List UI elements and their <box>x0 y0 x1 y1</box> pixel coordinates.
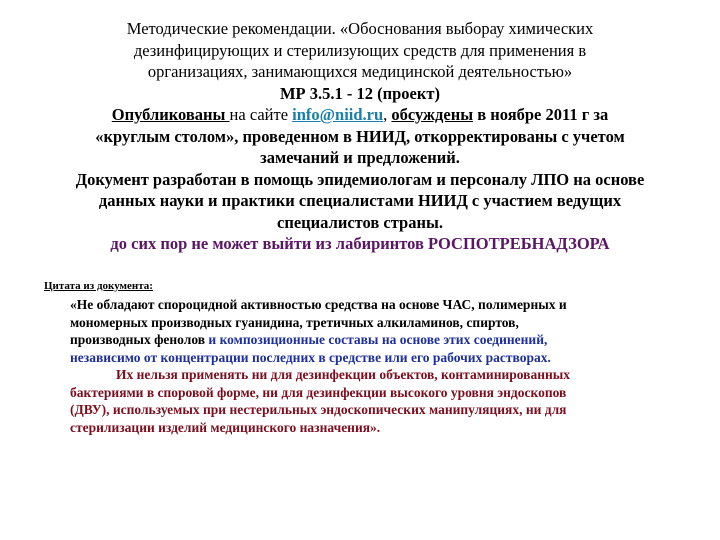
quote-line-3-start: производных фенолов <box>70 332 209 347</box>
title-line-3: организациях, занимающихся медицинской деятельностью» <box>147 62 573 81</box>
quote-line-8: стерилизации изделий медицинского назначения». <box>70 419 381 435</box>
publication-line <box>30 104 690 126</box>
site-link[interactable]: info@niid.ru <box>292 105 384 124</box>
quote-line-2: мономерных производных гуанидина, третичных алкиламинов, спиртов, <box>70 314 519 330</box>
quote-line-1: «Не обладают спороцидной активностью средства на основе ЧАС, полимерных и <box>70 297 567 312</box>
title-line-2: дезинфицирующих и стерилизующих средств для применения в <box>133 40 587 60</box>
quote-line-4: независимо от концентрации последних в средстве или его рабочих растворах. <box>70 349 551 365</box>
quote-block <box>70 296 670 436</box>
citation-label: Цитата из документа: <box>44 280 153 292</box>
remarks-line: замечаний и предложений. <box>260 148 460 167</box>
title-line-1: Методические рекомендации. «Обоснования выборау химических <box>126 19 594 38</box>
quote-line-5: Их нельзя применять ни для дезинфекции объектов, контаминированных <box>116 367 571 382</box>
roundtable-line: «круглым столом», проведенном в НИИД, откорректированы с учетом <box>95 126 625 146</box>
developed-line: Документ разработан в помощь эпидемиологам и персоналу ЛПО на основе <box>75 169 645 189</box>
document-code: МР 3.5.1 - 12 (проект) <box>279 83 440 103</box>
discussed-word: обсуждены <box>391 105 474 124</box>
date-text: в ноябре 2011 г за <box>473 105 609 124</box>
site-text: на сайте <box>229 105 293 124</box>
quote-line-3-blue: и композиционные составы на основе этих соединений, <box>208 332 548 347</box>
published-word: Опубликованы <box>111 105 230 124</box>
comma: , <box>383 105 392 124</box>
quote-line-7: (ДВУ), используемых при нестерильных эндоскопических манипуляциях, ни для <box>70 402 567 417</box>
quote-line-6: бактериями в споровой форме, ни для дезинфекции высокого уровня эндоскопов <box>70 384 567 400</box>
labyrinth-line: до сих пор не может выйти из лабиринтов РОСПОТРЕБНАДЗОРА <box>110 234 610 253</box>
header-block <box>30 18 690 255</box>
specialists-line: специалистов страны. <box>277 212 443 232</box>
science-line: данных науки и практики специалистами НИИД с участием ведущих <box>98 191 622 210</box>
quote-line-3 <box>70 331 670 349</box>
